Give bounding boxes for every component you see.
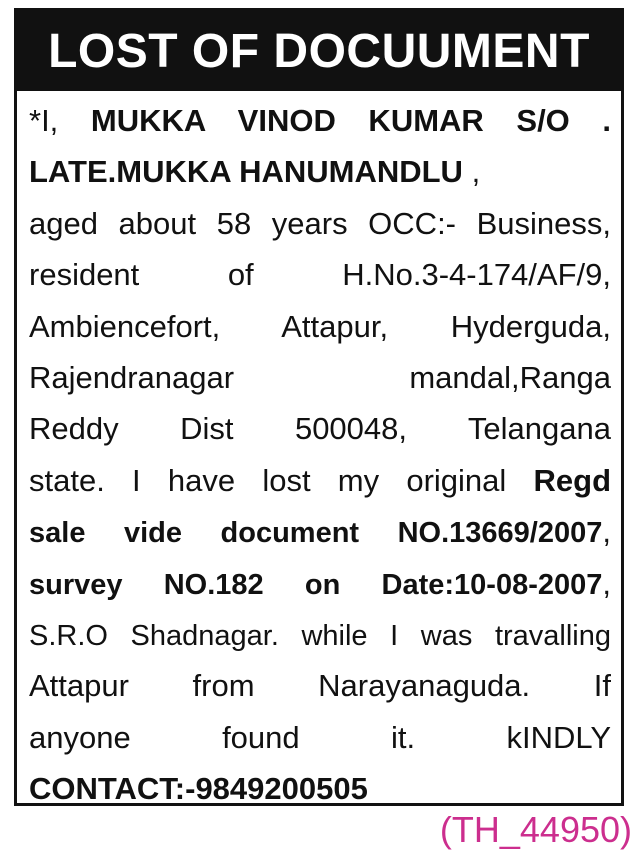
notice-text: Rajendranagar mandal,Ranga [29, 359, 611, 395]
notice-text: MUKKA VINOD KUMAR S/O . [90, 103, 611, 138]
classified-ad [14, 8, 624, 806]
notice-text: , [602, 514, 611, 550]
notice-line [29, 403, 611, 454]
notice-text: Ambiencefort, Attapur, Hyderguda, [29, 308, 611, 344]
notice-text: Reddy Dist 500048, Telangana [29, 411, 611, 447]
notice-text: , [602, 565, 611, 601]
notice-line [29, 712, 611, 763]
notice-text: Attapur from Narayanaguda. If [29, 668, 611, 704]
notice-line [29, 609, 611, 660]
notice-line [29, 763, 611, 814]
contact-number: CONTACT:-9849200505 [29, 771, 368, 807]
notice-text: state. I have lost my original [29, 462, 534, 498]
notice-text: S.R.O Shadnagar. while I was travalling [29, 619, 611, 652]
notice-line [29, 301, 611, 352]
notice-text: sale vide document NO.13669/2007 [29, 517, 603, 550]
notice-text: survey NO.182 on Date:10-08-2007 [29, 568, 603, 601]
notice-line [29, 660, 611, 711]
notice-text: resident of H.No.3-4-174/AF/9, [29, 257, 611, 293]
notice-text: LATE.MUKKA HANUMANDLU [29, 154, 463, 190]
notice-title: LOST OF DOCUUMENT [17, 11, 621, 91]
notice-text: *I, [29, 103, 91, 138]
notice-line [29, 95, 611, 146]
notice-text: Regd [533, 462, 611, 498]
notice-line [29, 198, 611, 249]
ad-code: (TH_44950) [439, 809, 632, 850]
notice-text: , [462, 154, 481, 190]
notice-line [29, 146, 611, 197]
notice-line [29, 455, 611, 506]
notice-line [29, 506, 611, 557]
notice-text: aged about 58 years OCC:- Business, [29, 205, 611, 241]
notice-body [29, 95, 611, 814]
notice-line [29, 352, 611, 403]
notice-line [29, 249, 611, 300]
notice-line [29, 558, 611, 609]
notice-text: anyone found it. kINDLY [29, 719, 611, 755]
